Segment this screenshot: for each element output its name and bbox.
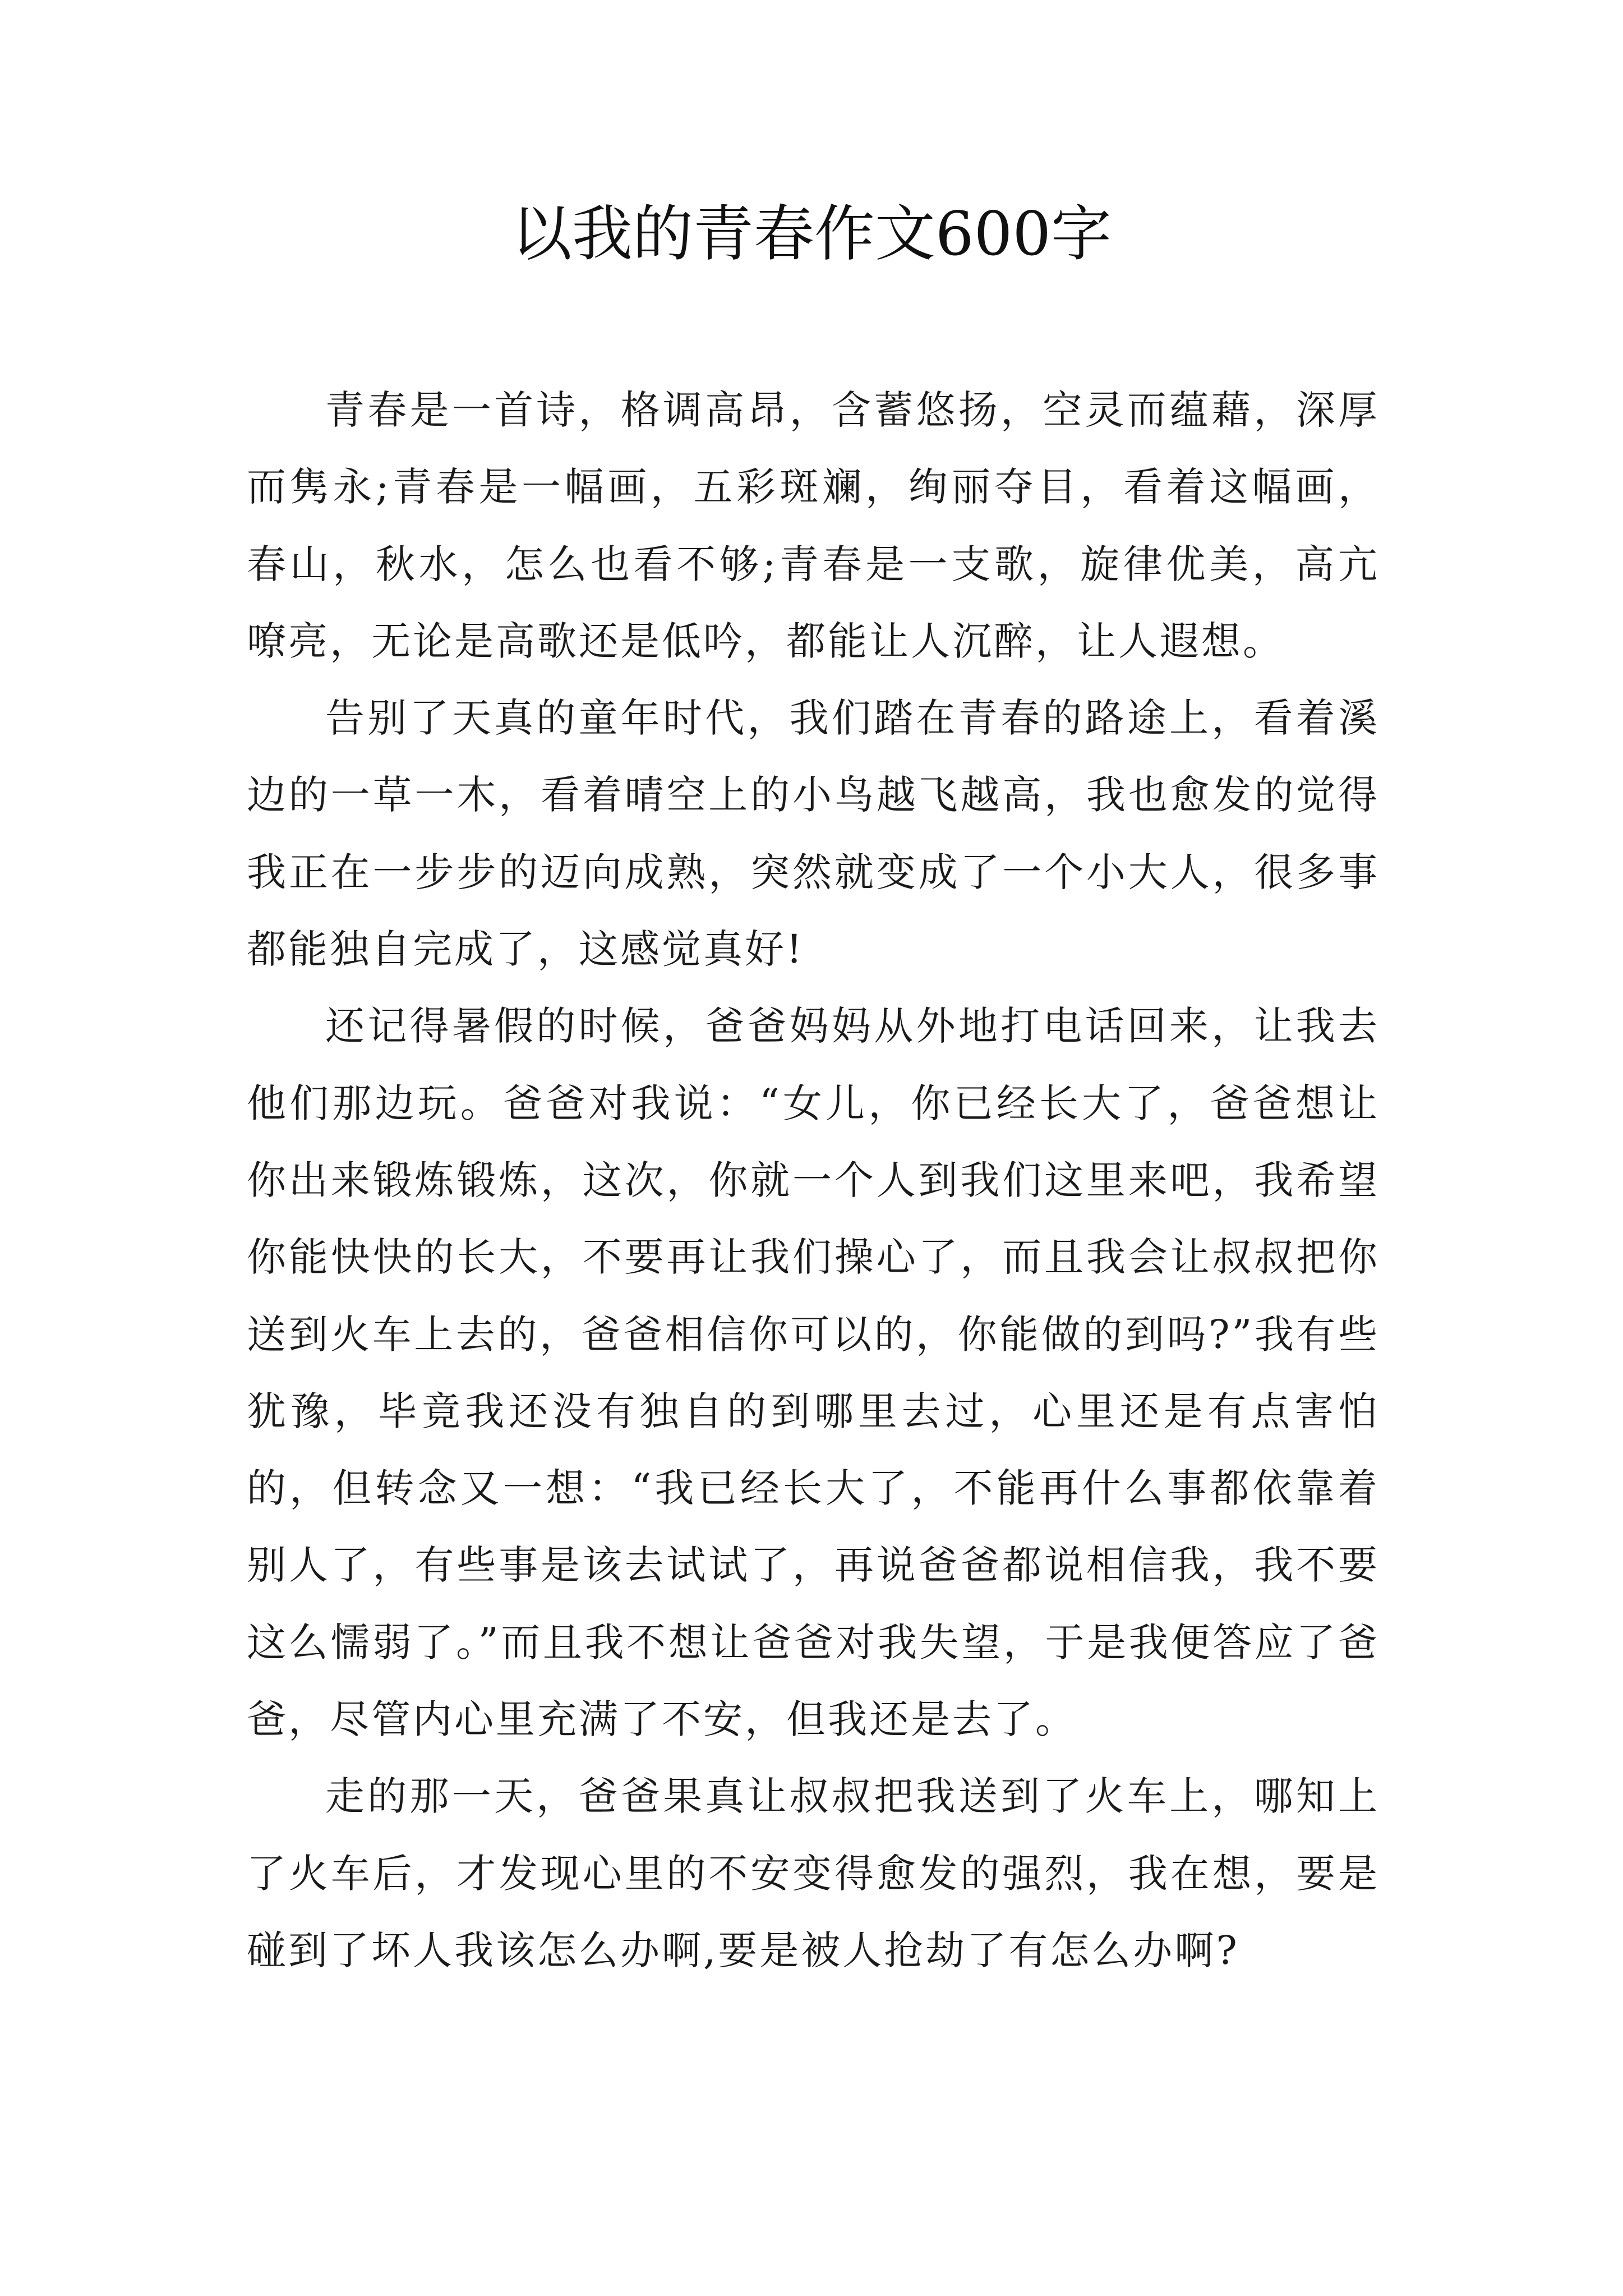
paragraph: 告别了天真的童年时代，我们踏在青春的路途上，看着溪边的一草一木，看着晴空上的小鸟越飞越高，我也愈发的觉得我正在一步步的迈向成熟，突然就变成了一个小大人，很多事都能独自完成了，这感觉真好!	[247, 695, 1380, 973]
paragraph: 走的那一天，爸爸果真让叔叔把我送到了火车上，哪知上了火车后，才发现心里的不安变得愈发的强烈，我在想，要是碰到了坏人我该怎么办啊,要是被人抢劫了有怎么办啊?	[247, 1773, 1380, 1973]
document-body	[247, 372, 1380, 1989]
document-title: 以我的青春作文600字	[511, 199, 1112, 269]
paragraph: 还记得暑假的时候，爸爸妈妈从外地打电话回来，让我去他们那边玩。爸爸对我说：“女儿，你已经长大了，爸爸想让你出来锻炼锻炼，这次，你就一个人到我们这里来吧，我希望你能快快的长大，不要再让我们操心了，而且我会让叔叔把你送到火车上去的，爸爸相信你可以的，你能做的到吗?”我有些犹豫，毕竟我还没有独自的到哪里去过，心里还是有点害怕的，但转念又一想：“我已经长大了，不能再什么事都依靠着别人了，有些事是该去试试了，再说爸爸都说相信我，我不要这么懦弱了。”而且我不想让爸爸对我失望，于是我便答应了爸爸，尽管内心里充满了不安，但我还是去了。	[247, 1003, 1380, 1743]
paragraph: 青春是一首诗，格调高昂，含蓄悠扬，空灵而蕴藉，深厚而隽永;青春是一幅画，五彩斑斓，绚丽夺目，看着这幅画，春山，秋水，怎么也看不够;青春是一支歌，旋律优美，高亢嘹亮，无论是高歌还是低吟，都能让人沉醉，让人遐想。	[247, 387, 1380, 664]
